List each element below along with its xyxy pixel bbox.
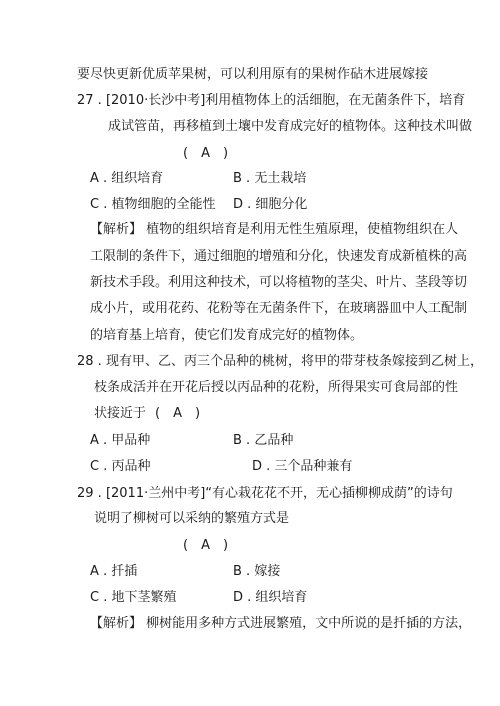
question-29-answer: ( A ) — [183, 538, 229, 553]
question-27-option-c: C . 植物细胞的全能性 — [90, 197, 216, 212]
question-28-option-a: A . 甲品种 — [90, 433, 151, 448]
question-28-answer: ( A ) — [155, 406, 201, 421]
question-28-stem-line-3: 状接近于 — [94, 406, 147, 421]
question-28-stem-line-1: 28 . 现有甲、乙、丙三个品种的桃树，将甲的带芽枝条嫁接到乙树上， — [77, 354, 483, 369]
question-27-explanation-line-2: 工限制的条件下，通过细胞的增殖和分化，快速发育成新植株的高 — [90, 249, 468, 264]
question-27-option-d: D . 细胞分化 — [233, 197, 308, 212]
question-29-option-c: C . 地下茎繁殖 — [90, 590, 177, 605]
question-27-explanation-line-5: 的培育基上培育，使它们发育成完好的植物体。 — [90, 328, 364, 343]
question-27-stem-line-2: 成试管苗，再移植到土壤中发育成完好的植物体。这种技术叫做 — [108, 119, 473, 134]
question-28-option-d: D . 三个品种兼有 — [252, 459, 353, 474]
question-29-option-d: D . 组织培育 — [233, 590, 308, 605]
question-27-option-a: A . 组织培育 — [90, 171, 164, 186]
question-27-explanation-line-3: 新技术手段。利用这种技术，可以将植物的茎尖、叶片、茎段等切 — [90, 275, 468, 290]
question-29-explanation-line-1: 【解析】 柳树能用多种方式进展繁殖，文中所说的是扦插的方法， — [90, 616, 472, 631]
question-27-stem-line-1: 27 . [2010·长沙中考]利用植物体上的活细胞，在无菌条件下，培育 — [77, 93, 466, 108]
question-28-option-b: B . 乙品种 — [233, 433, 294, 448]
question-27-explanation-line-1: 【解析】 植物的组织培育是利用无性生殖原理，使植物组织在人 — [90, 222, 459, 237]
question-28-option-c: C . 丙品种 — [90, 459, 151, 474]
question-27-explanation-line-4: 成小片，或用花药、花粉等在无菌条件下，在玻璃器皿中人工配制 — [90, 301, 468, 316]
question-27-option-b: B . 无土栽培 — [233, 171, 307, 186]
question-29-stem-line-1: 29 . [2011·兰州中考]“有心栽花花不开，无心插柳柳成荫”的诗句 — [77, 486, 453, 501]
question-28-stem-line-2: 枝条成活并在开花后授以丙品种的花粉，所得果实可食局部的性 — [94, 380, 459, 395]
question-29-option-b: B . 嫁接 — [233, 564, 281, 579]
question-29-stem-line-2: 说明了柳树可以采纳的繁殖方式是 — [94, 511, 290, 526]
question-27-answer: ( A ) — [183, 146, 229, 161]
question-29-option-a: A . 扦插 — [90, 564, 138, 579]
intro-line: 要尽快更新优质苹果树，可以利用原有的果树作砧木进展嫁接 — [77, 67, 429, 82]
